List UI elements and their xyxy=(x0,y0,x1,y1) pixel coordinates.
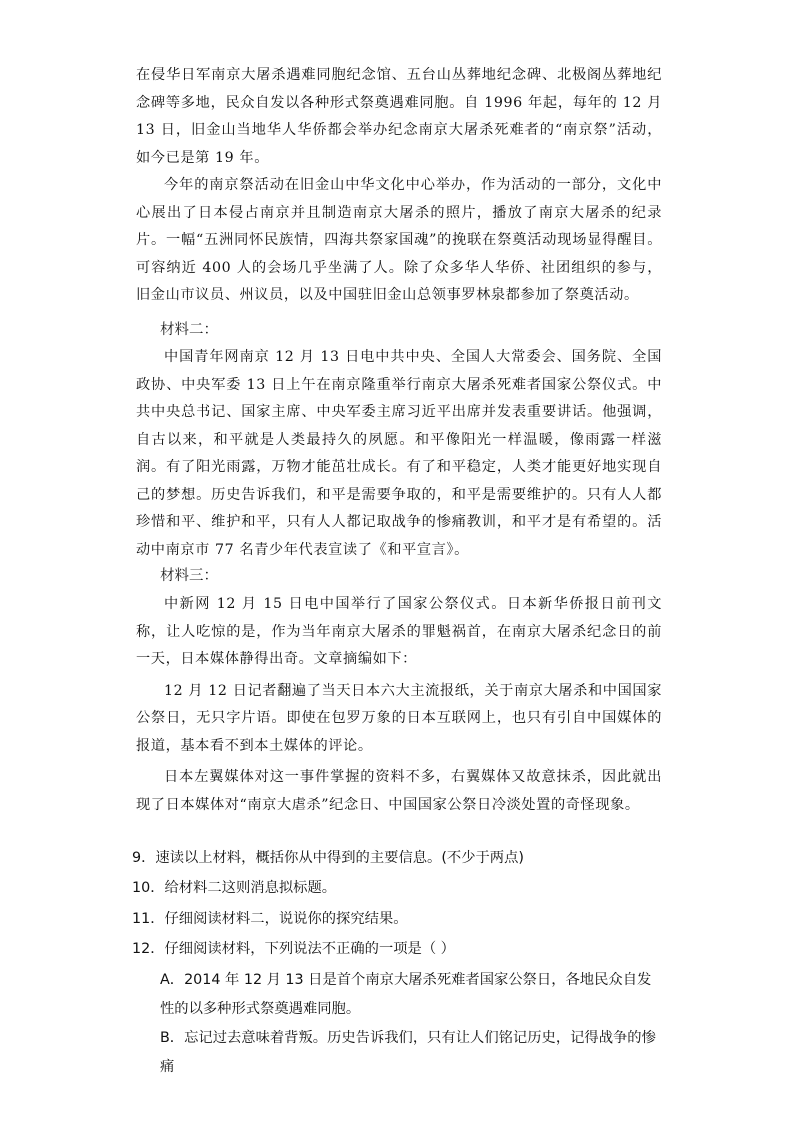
material-one-paragraph-1: 在侵华日军南京大屠杀遇难同胞纪念馆、五台山丛葬地纪念碑、北极阁丛葬地纪念碑等多地，民众自发以各种形式祭奠遇难同胞。自 1996 年起，每年的 12 月 13 日，旧金山当地华人华侨都会举办纪念南京大屠杀死难者的“南京祭”活动，如今已是第 19 年。 xyxy=(136,67,662,166)
question-10: 10．给材料二这则消息拟标题。 xyxy=(132,880,337,896)
material-three-paragraph-1: 中新网 12 月 15 日电中国举行了国家公祭仪式。日本新华侨报日前刊文称，让人吃惊的是，作为当年南京大屠杀的罪魁祸首，在南京大屠杀纪念日的前一天，日本媒体静得出奇。文章摘编如下： xyxy=(136,596,662,667)
material-three-paragraph-3: 日本左翼媒体对这一事件掌握的资料不多，右翼媒体又故意抹杀，因此就出现了日本媒体对“南京大虐杀”纪念日、中国国家公祭日冷淡处置的奇怪现象。 xyxy=(136,769,662,813)
question-9: 9．速读以上材料，概括你从中得到的主要信息。(不少于两点) xyxy=(132,850,524,866)
material-three xyxy=(136,591,662,819)
material-three-heading: 材料三： xyxy=(160,568,218,584)
material-two xyxy=(136,344,662,564)
option-b: B．忘记过去意味着背叛。历史告诉我们，只有让人们铭记历史，记得战争的惨痛 xyxy=(160,1030,656,1075)
material-three-paragraph-2: 12 月 12 日记者翻遍了当天日本六大主流报纸，关于南京大屠杀和中国国家公祭日，无只字片语。即使在包罗万象的日本互联网上，也只有引自中国媒体的报道，基本看不到本土媒体的评论。 xyxy=(136,682,662,754)
material-one xyxy=(136,62,662,310)
material-two-paragraph: 中国青年网南京 12 月 13 日电中共中央、全国人大常委会、国务院、全国政协、中央军委 13 日上午在南京隆重举行南京大屠杀死难者国家公祭仪式。中共中央总书记、国家主席、中央军委主席习近平出席并发表重要讲话。他强调，自古以来，和平就是人类最持久的夙愿。和平像阳光一样温暖，像雨露一样滋润。有了阳光雨露，万物才能茁壮成长。有了和平稳定，人类才能更好地实现自己的梦想。历史告诉我们，和平是需要争取的，和平是需要维护的。只有人人都珍惜和平、维护和平，只有人人都记取战争的惨痛教训，和平才是有希望的。活动中南京市 77 名青少年代表宣读了《和平宣言》。 xyxy=(136,349,662,558)
question-12-options xyxy=(160,966,664,1082)
material-one-paragraph-2: 今年的南京祭活动在旧金山中华文化中心举办，作为活动的一部分，文化中心展出了日本侵占南京并且制造南京大屠杀的照片，播放了南京大屠杀的纪录片。一幅“五洲同怀民族情，四海共祭家国魂”的挽联在祭奠活动现场显得醒目。可容纳近 400 人的会场几乎坐满了人。除了众多华人华侨、社团组织的参与，旧金山市议员、州议员，以及中国驻旧金山总领事罗林泉都参加了祭奠活动。 xyxy=(136,177,662,303)
question-11: 11．仔细阅读材料二，说说你的探究结果。 xyxy=(132,911,408,927)
question-12: 12．仔细阅读材料，下列说法不正确的一项是（ ） xyxy=(132,941,455,957)
material-two-heading: 材料二： xyxy=(160,322,218,338)
option-a: A．2014 年 12 月 13 日是首个南京大屠杀死难者国家公祭日，各地民众自发性的以多种形式祭奠遇难同胞。 xyxy=(160,972,652,1017)
